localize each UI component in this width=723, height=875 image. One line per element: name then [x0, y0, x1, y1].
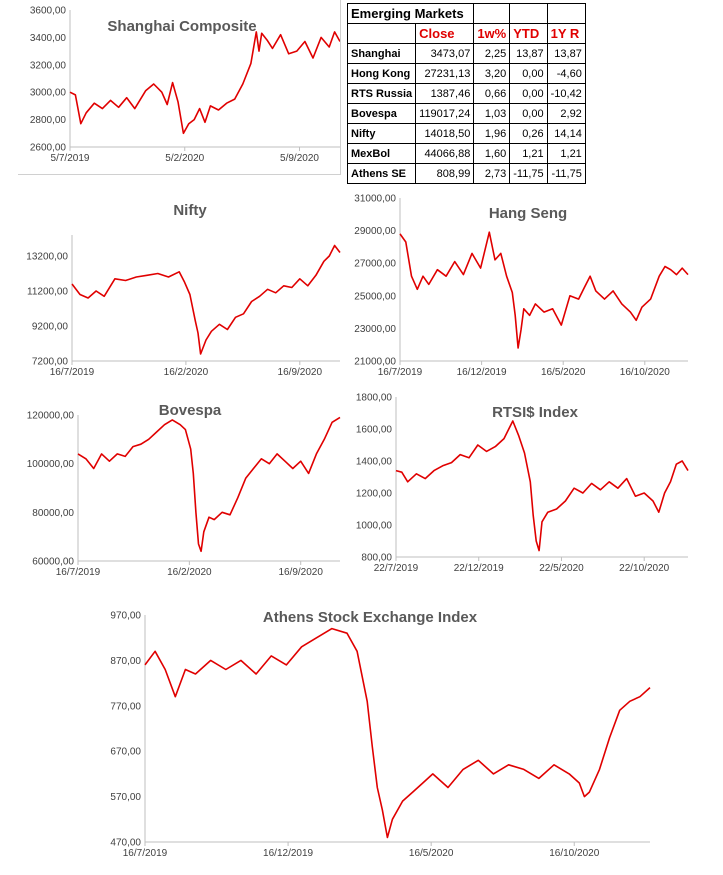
row-1y: 1,21: [547, 144, 585, 164]
chart-title: RTSI$ Index: [492, 404, 578, 421]
y-tick-label: 3600,00: [29, 5, 66, 17]
y-tick-label: 3000,00: [29, 87, 66, 99]
y-tick-label: 21000,00: [354, 356, 396, 368]
y-tick-label: 27000,00: [354, 258, 396, 270]
row-close: 44066,88: [416, 144, 474, 164]
row-name: MexBol: [348, 144, 416, 164]
header-close: Close: [416, 24, 474, 44]
y-tick-label: 470,00: [110, 837, 141, 849]
x-tick-label: 16/2/2020: [163, 367, 209, 378]
row-close: 3473,07: [416, 44, 474, 64]
chart-title: Hang Seng: [488, 205, 568, 222]
row-1w: 1,96: [474, 124, 510, 144]
row-ytd: 0,00: [510, 64, 547, 84]
row-ytd: 0,00: [510, 84, 547, 104]
row-name: Bovespa: [348, 104, 416, 124]
header-1w: 1w%: [474, 24, 510, 44]
table-title: Emerging Markets: [348, 4, 474, 24]
x-tick-label: 5/2/2020: [165, 153, 205, 164]
chart-title: Athens Stock Exchange Index: [262, 609, 478, 626]
row-name: RTS Russia: [348, 84, 416, 104]
y-tick-label: 29000,00: [354, 226, 396, 238]
row-ytd: 0,26: [510, 124, 547, 144]
y-tick-label: 7200,00: [31, 356, 68, 368]
x-tick-label: 16/7/2019: [377, 367, 423, 378]
row-ytd: -11,75: [510, 164, 547, 184]
row-close: 1387,46: [416, 84, 474, 104]
x-tick-label: 22/10/2020: [619, 563, 670, 574]
x-tick-label: 16/10/2020: [549, 848, 600, 859]
x-tick-label: 22/7/2019: [373, 563, 419, 574]
chart-title: Shanghai Composite: [107, 18, 257, 35]
row-1y: -10,42: [547, 84, 585, 104]
y-tick-label: 25000,00: [354, 291, 396, 303]
row-1y: 2,92: [547, 104, 585, 124]
row-1y: 13,87: [547, 44, 585, 64]
x-tick-label: 5/7/2019: [50, 153, 90, 164]
x-tick-label: 16/9/2020: [277, 367, 323, 378]
y-tick-label: 870,00: [110, 655, 141, 667]
row-1y: -4,60: [547, 64, 585, 84]
x-tick-label: 22/12/2019: [453, 563, 504, 574]
series-line: [145, 629, 650, 838]
row-ytd: 0,00: [510, 104, 547, 124]
x-tick-label: 16/12/2019: [263, 848, 314, 859]
row-1w: 1,03: [474, 104, 510, 124]
y-tick-label: 31000,00: [354, 193, 396, 205]
x-tick-label: 22/5/2020: [539, 563, 584, 574]
y-tick-label: 120000,00: [26, 410, 74, 422]
row-name: Athens SE: [348, 164, 416, 184]
row-1w: 3,20: [474, 64, 510, 84]
y-tick-label: 2600,00: [29, 142, 66, 154]
y-tick-label: 23000,00: [354, 323, 396, 335]
row-1w: 0,66: [474, 84, 510, 104]
chart-title: Nifty: [173, 202, 207, 219]
header-1y: 1Y R: [547, 24, 585, 44]
row-close: 119017,24: [416, 104, 474, 124]
row-close: 27231,13: [416, 64, 474, 84]
x-tick-label: 16/10/2020: [619, 367, 670, 378]
x-tick-label: 16/7/2019: [122, 848, 168, 859]
row-close: 808,99: [416, 164, 474, 184]
y-tick-label: 60000,00: [32, 556, 74, 568]
y-tick-label: 1800,00: [355, 392, 392, 404]
y-tick-label: 3400,00: [29, 32, 66, 44]
row-1w: 1,60: [474, 144, 510, 164]
header-ytd: YTD: [510, 24, 547, 44]
chart-title: Bovespa: [158, 402, 222, 419]
y-tick-label: 1600,00: [355, 424, 392, 436]
y-tick-label: 670,00: [110, 746, 141, 758]
x-tick-label: 16/9/2020: [278, 567, 323, 578]
y-tick-label: 2800,00: [29, 115, 66, 127]
x-tick-label: 16/5/2020: [540, 367, 586, 378]
x-tick-label: 16/12/2019: [456, 367, 507, 378]
y-tick-label: 1000,00: [355, 520, 392, 532]
y-tick-label: 570,00: [110, 792, 141, 804]
row-1y: -11,75: [547, 164, 585, 184]
x-tick-label: 16/5/2020: [408, 848, 454, 859]
y-tick-label: 970,00: [110, 610, 141, 622]
row-ytd: 13,87: [510, 44, 547, 64]
row-1w: 2,25: [474, 44, 510, 64]
y-tick-label: 770,00: [110, 701, 141, 713]
x-tick-label: 16/2/2020: [167, 567, 212, 578]
y-tick-label: 11200,00: [27, 286, 68, 298]
y-tick-label: 9200,00: [31, 321, 68, 333]
y-tick-label: 800,00: [361, 552, 392, 564]
x-tick-label: 5/9/2020: [280, 153, 319, 164]
y-tick-label: 13200,00: [26, 251, 68, 263]
y-tick-label: 1200,00: [355, 488, 392, 500]
row-name: Nifty: [348, 124, 416, 144]
row-name: Shanghai: [348, 44, 416, 64]
row-1y: 14,14: [547, 124, 585, 144]
y-tick-label: 100000,00: [26, 459, 74, 471]
x-tick-label: 16/7/2019: [49, 367, 95, 378]
row-ytd: 1,21: [510, 144, 547, 164]
y-tick-label: 80000,00: [32, 507, 74, 519]
y-tick-label: 3200,00: [29, 60, 66, 72]
y-tick-label: 1400,00: [355, 456, 392, 468]
x-tick-label: 16/7/2019: [55, 567, 101, 578]
row-1w: 2,73: [474, 164, 510, 184]
row-close: 14018,50: [416, 124, 474, 144]
row-name: Hong Kong: [348, 64, 416, 84]
